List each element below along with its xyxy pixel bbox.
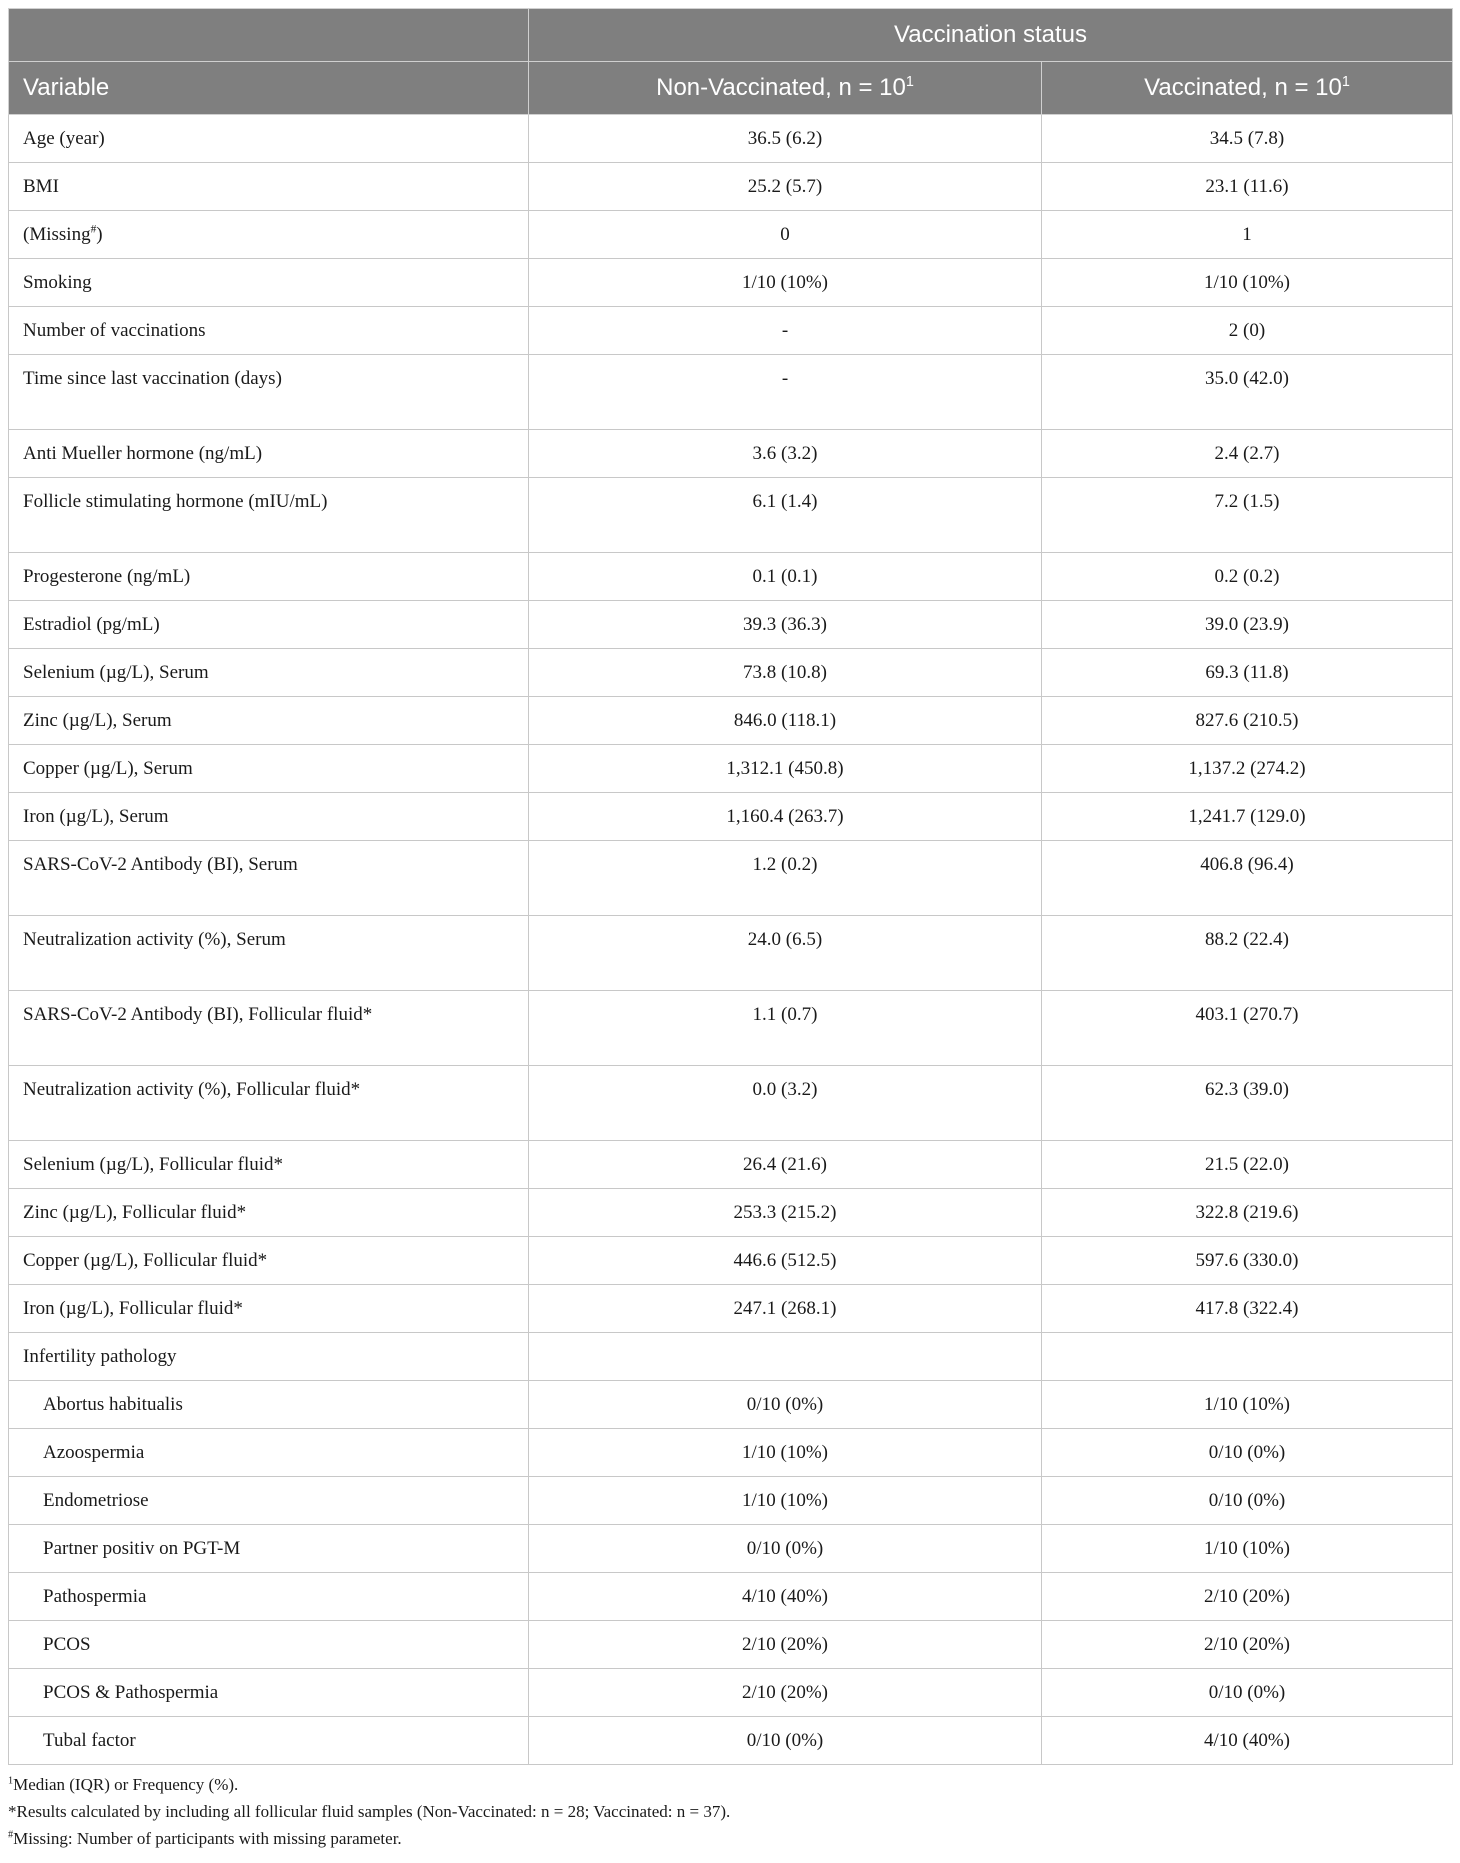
data-table xyxy=(8,8,1453,1765)
table-row xyxy=(9,478,1453,553)
vaccinated-cell: 34.5 (7.8) xyxy=(1042,115,1453,163)
vaccinated-cell: 406.8 (96.4) xyxy=(1042,841,1453,916)
variable-header: Variable xyxy=(9,62,529,115)
table-row xyxy=(9,649,1453,697)
table-row xyxy=(9,1477,1453,1525)
vaccinated-cell: 1 xyxy=(1042,211,1453,259)
table-container xyxy=(8,8,1452,1852)
vaccinated-cell: 2 (0) xyxy=(1042,307,1453,355)
table-row xyxy=(9,430,1453,478)
non-vaccinated-cell: 39.3 (36.3) xyxy=(529,601,1042,649)
non-vaccinated-cell: 247.1 (268.1) xyxy=(529,1285,1042,1333)
non-vaccinated-cell: 0/10 (0%) xyxy=(529,1525,1042,1573)
variable-cell: Selenium (µg/L), Follicular fluid* xyxy=(9,1141,529,1189)
variable-cell: PCOS & Pathospermia xyxy=(9,1669,529,1717)
table-row xyxy=(9,745,1453,793)
variable-cell: Infertility pathology xyxy=(9,1333,529,1381)
vaccinated-cell: 39.0 (23.9) xyxy=(1042,601,1453,649)
variable-cell: Number of vaccinations xyxy=(9,307,529,355)
non-vaccinated-cell: 1,312.1 (450.8) xyxy=(529,745,1042,793)
variable-cell: Pathospermia xyxy=(9,1573,529,1621)
variable-cell: BMI xyxy=(9,163,529,211)
non-vaccinated-cell: 1.2 (0.2) xyxy=(529,841,1042,916)
non-vaccinated-cell: 0/10 (0%) xyxy=(529,1717,1042,1765)
non-vaccinated-cell: 26.4 (21.6) xyxy=(529,1141,1042,1189)
vaccinated-header: Vaccinated, $n = 10^1$ xyxy=(1042,62,1453,115)
variable-cell: Neutralization activity (%), Follicular fluid* xyxy=(9,1066,529,1141)
vaccinated-cell: 403.1 (270.7) xyxy=(1042,991,1453,1066)
table-row xyxy=(9,259,1453,307)
table-row xyxy=(9,355,1453,430)
table-row xyxy=(9,1285,1453,1333)
non-vaccinated-cell: 36.5 (6.2) xyxy=(529,115,1042,163)
vaccinated-cell: 35.0 (42.0) xyxy=(1042,355,1453,430)
vaccinated-cell: 0/10 (0%) xyxy=(1042,1429,1453,1477)
variable-cell: Partner positiv on PGT-M xyxy=(9,1525,529,1573)
non-vaccinated-cell: 0 xyxy=(529,211,1042,259)
non-vaccinated-cell: 4/10 (40%) xyxy=(529,1573,1042,1621)
vaccinated-cell: 2/10 (20%) xyxy=(1042,1621,1453,1669)
footnotes xyxy=(8,1771,1452,1852)
non-vaccinated-cell: 846.0 (118.1) xyxy=(529,697,1042,745)
non-vaccinated-cell: 0.1 (0.1) xyxy=(529,553,1042,601)
non-vaccinated-cell: - xyxy=(529,307,1042,355)
table-row xyxy=(9,1066,1453,1141)
variable-cell: Neutralization activity (%), Serum xyxy=(9,916,529,991)
non-vaccinated-cell: 1.1 (0.7) xyxy=(529,991,1042,1066)
vaccinated-cell: 1/10 (10%) xyxy=(1042,1381,1453,1429)
table-row xyxy=(9,697,1453,745)
vaccinated-cell: 7.2 (1.5) xyxy=(1042,478,1453,553)
vaccinated-cell: 69.3 (11.8) xyxy=(1042,649,1453,697)
table-row xyxy=(9,553,1453,601)
variable-cell: Smoking xyxy=(9,259,529,307)
non-vaccinated-cell: 446.6 (512.5) xyxy=(529,1237,1042,1285)
vaccinated-cell: 1/10 (10%) xyxy=(1042,259,1453,307)
vaccinated-cell: 0.2 (0.2) xyxy=(1042,553,1453,601)
table-row xyxy=(9,841,1453,916)
vaccinated-cell: 2.4 (2.7) xyxy=(1042,430,1453,478)
variable-cell: Selenium (µg/L), Serum xyxy=(9,649,529,697)
variable-cell: Copper (µg/L), Follicular fluid* xyxy=(9,1237,529,1285)
variable-cell: Age (year) xyxy=(9,115,529,163)
vaccinated-cell: 1/10 (10%) xyxy=(1042,1525,1453,1573)
footnote: $^1$Median (IQR) or Frequency (%). xyxy=(8,1775,239,1794)
table-row xyxy=(9,1573,1453,1621)
table-row xyxy=(9,1333,1453,1381)
non-vaccinated-cell: 2/10 (20%) xyxy=(529,1669,1042,1717)
vaccinated-cell xyxy=(1042,1333,1453,1381)
variable-cell: Zinc (µg/L), Follicular fluid* xyxy=(9,1189,529,1237)
table-row xyxy=(9,1237,1453,1285)
vaccinated-cell: 21.5 (22.0) xyxy=(1042,1141,1453,1189)
variable-cell: Iron (µg/L), Serum xyxy=(9,793,529,841)
variable-cell: Anti Mueller hormone (ng/mL) xyxy=(9,430,529,478)
vaccinated-cell: 4/10 (40%) xyxy=(1042,1717,1453,1765)
table-row xyxy=(9,1525,1453,1573)
variable-cell: Zinc (µg/L), Serum xyxy=(9,697,529,745)
table-row xyxy=(9,1717,1453,1765)
variable-cell: SARS-CoV-2 Antibody (BI), Serum xyxy=(9,841,529,916)
table-row xyxy=(9,1669,1453,1717)
vaccinated-cell: 88.2 (22.4) xyxy=(1042,916,1453,991)
non-vaccinated-header: Non-Vaccinated, $n = 10^1$ xyxy=(529,62,1042,115)
non-vaccinated-cell: 1,160.4 (263.7) xyxy=(529,793,1042,841)
vaccinated-cell: 62.3 (39.0) xyxy=(1042,1066,1453,1141)
table-row xyxy=(9,916,1453,991)
variable-cell: Iron (µg/L), Follicular fluid* xyxy=(9,1285,529,1333)
variable-cell: Estradiol (pg/mL) xyxy=(9,601,529,649)
table-row xyxy=(9,307,1453,355)
table-row xyxy=(9,1381,1453,1429)
non-vaccinated-cell: - xyxy=(529,355,1042,430)
vaccinated-cell: 417.8 (322.4) xyxy=(1042,1285,1453,1333)
table-row xyxy=(9,991,1453,1066)
vaccinated-cell: 322.8 (219.6) xyxy=(1042,1189,1453,1237)
variable-cell: PCOS xyxy=(9,1621,529,1669)
vaccinated-cell: 23.1 (11.6) xyxy=(1042,163,1453,211)
table-row xyxy=(9,1189,1453,1237)
variable-cell: Copper (µg/L), Serum xyxy=(9,745,529,793)
variable-cell: Abortus habitualis xyxy=(9,1381,529,1429)
non-vaccinated-cell: 3.6 (3.2) xyxy=(529,430,1042,478)
variable-cell: Azoospermia xyxy=(9,1429,529,1477)
variable-cell: Tubal factor xyxy=(9,1717,529,1765)
table-header xyxy=(9,9,1453,115)
non-vaccinated-cell: 0/10 (0%) xyxy=(529,1381,1042,1429)
vaccinated-cell: 597.6 (330.0) xyxy=(1042,1237,1453,1285)
non-vaccinated-cell: 1/10 (10%) xyxy=(529,1429,1042,1477)
vaccinated-cell: 2/10 (20%) xyxy=(1042,1573,1453,1621)
table-row xyxy=(9,211,1453,259)
vaccinated-cell: 827.6 (210.5) xyxy=(1042,697,1453,745)
table-row xyxy=(9,115,1453,163)
table-row xyxy=(9,601,1453,649)
vaccinated-cell: 0/10 (0%) xyxy=(1042,1477,1453,1525)
table-body xyxy=(9,115,1453,1765)
variable-cell: SARS-CoV-2 Antibody (BI), Follicular fluid* xyxy=(9,991,529,1066)
non-vaccinated-cell: 1/10 (10%) xyxy=(529,259,1042,307)
non-vaccinated-cell: 253.3 (215.2) xyxy=(529,1189,1042,1237)
non-vaccinated-cell: 6.1 (1.4) xyxy=(529,478,1042,553)
vaccinated-cell: 0/10 (0%) xyxy=(1042,1669,1453,1717)
table-row xyxy=(9,1141,1453,1189)
footnote: *Results calculated by including all follicular fluid samples (Non-Vaccinated: n = 28; Vaccinated: n = 37). xyxy=(8,1802,731,1821)
variable-cell: (Missing#) xyxy=(9,211,529,259)
non-vaccinated-cell: 0.0 (3.2) xyxy=(529,1066,1042,1141)
footnote: #Missing: Number of participants with missing parameter. xyxy=(8,1829,402,1848)
table-row xyxy=(9,163,1453,211)
non-vaccinated-cell xyxy=(529,1333,1042,1381)
variable-cell: Time since last vaccination (days) xyxy=(9,355,529,430)
non-vaccinated-cell: 25.2 (5.7) xyxy=(529,163,1042,211)
variable-cell: Endometriose xyxy=(9,1477,529,1525)
table-row xyxy=(9,793,1453,841)
table-row xyxy=(9,1429,1453,1477)
variable-cell: Progesterone (ng/mL) xyxy=(9,553,529,601)
vaccinated-cell: 1,137.2 (274.2) xyxy=(1042,745,1453,793)
vaccinated-cell: 1,241.7 (129.0) xyxy=(1042,793,1453,841)
non-vaccinated-cell: 73.8 (10.8) xyxy=(529,649,1042,697)
header-empty-cell xyxy=(9,9,529,62)
non-vaccinated-cell: 1/10 (10%) xyxy=(529,1477,1042,1525)
non-vaccinated-cell: 2/10 (20%) xyxy=(529,1621,1042,1669)
table-row xyxy=(9,1621,1453,1669)
variable-cell: Follicle stimulating hormone (mIU/mL) xyxy=(9,478,529,553)
non-vaccinated-cell: 24.0 (6.5) xyxy=(529,916,1042,991)
vaccination-status-header: Vaccination status xyxy=(529,9,1453,62)
